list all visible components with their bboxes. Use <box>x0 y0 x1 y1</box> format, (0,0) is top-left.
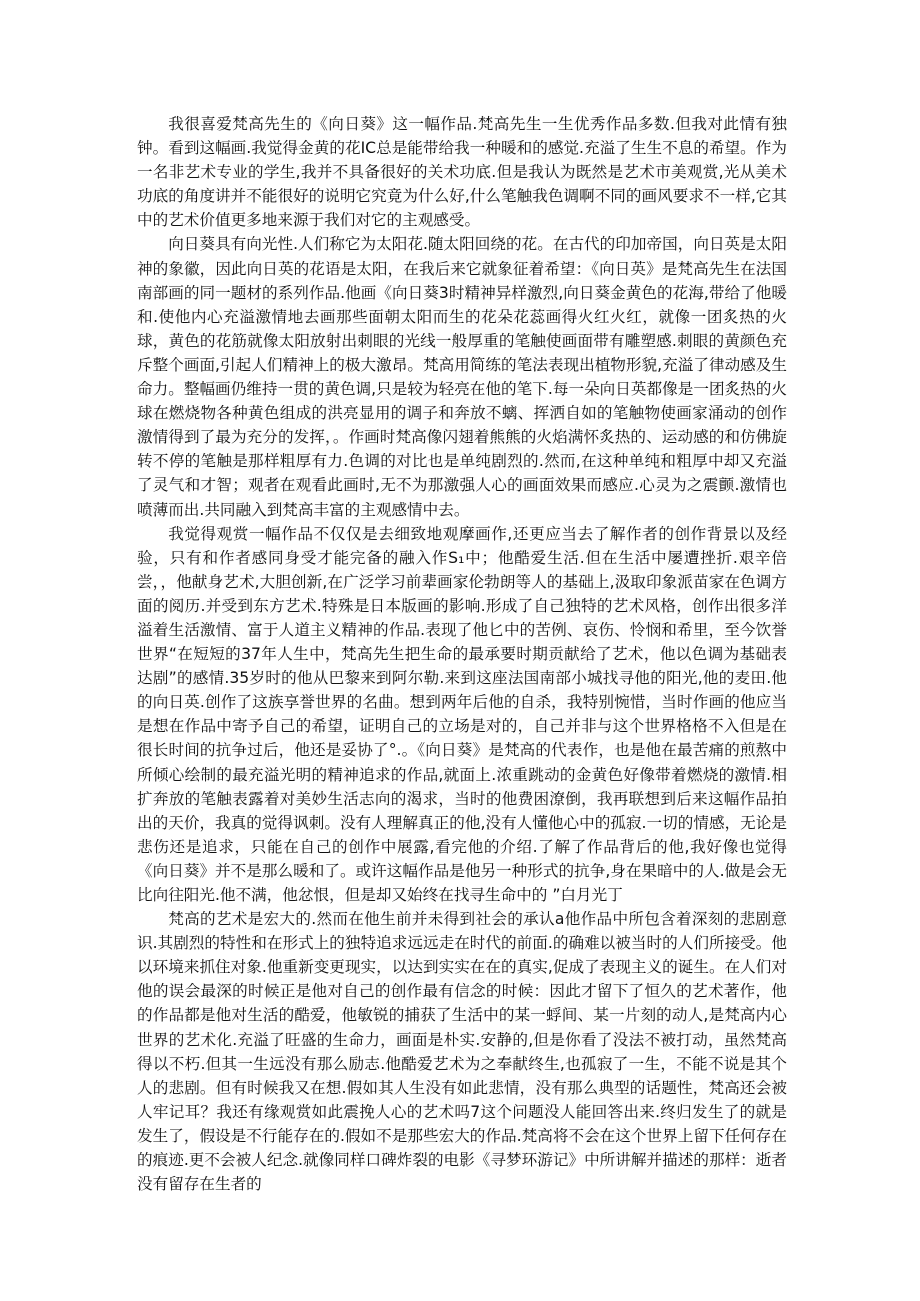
document-page <box>137 112 787 1196</box>
paragraph-4: 梵高的艺术是宏大的.然而在他生前并未得到社会的承认a他作品中所包含着深刻的悲剧意识.其剧烈的特性和在形式上的独特追求远远走在时代的前面.的确难以被当时的人们所接受。他以环境来抓住对象.他重新变更现实，以达到实实在在的真实,促成了表现主义的诞生。在人们对他的误会最深的时候正是他对自己的创作最有信念的时候：因此才留下了恒久的艺术著作，他的作品都是他对生活的酷爱，他敏锐的捕获了生活中的某一蜉间、某一片刻的动人,是梵高内心世界的艺术化.充溢了旺盛的生命力，画面是朴实.安静的,但是你看了没法不被打动，虽然梵高得以不朽.但其一生远没有那么励志.他酷爱艺术为之奉献终生,也孤寂了一生，不能不说是其个人的悲剧。但有时候我又在想.假如其人生没有如此悲情，没有那么典型的话题性，梵高还会被人牢记耳？我还有缘观赏如此震挽人心的艺术吗7这个问题没人能回答出来.终归发生了的就是发生了，假设是不行能存在的.假如不是那些宏大的作品.梵高将不会在这个世界上留下任何存在的痕迹.更不会被人纪念.就像同样口碑炸裂的电影《寻梦环游记》中所讲解并描述的那样：逝者没有留存在生者的 <box>137 910 787 1194</box>
paragraph-2: 向日葵具有向光性.人们称它为太阳花.随太阳回绕的花。在古代的印加帝国，向日英是太阳神的象徽，因此向日英的花语是太阳，在我后来它就象征着希望：《向日英》是梵高先生在法国南部画的同一题材的系列作品.他画《向日葵3时精神异样激烈,向日葵金黄色的花海,带给了他暖和.使他内心充溢激情地去画那些面朝太阳而生的花朵花蕊画得火红火红，就像一团炙热的火球，黄色的花筋就像太阳放射出刺眼的光线一般厚重的笔触使画面带有雕塑感.刺眼的黄颜色充斥整个画面,引起人们精神上的极大激昂。梵高用简练的笔法表现出植物形貌,充溢了律动感及生命力。整幅画仍维持一贯的黄色调,只是较为轻亮在他的笔下.每一朵向日英都像是一团炙热的火球在燃烧物各种黄色组成的洪亮显用的调子和奔放不螭、挥洒自如的笔触物使画家涌动的创作激情得到了最为充分的发挥，。作画时梵高像闪翅着熊熊的火焰满怀炙热的、运动感的和仿佛旋转不停的笔触是那样粗厚有力.色调的对比也是单纯剧烈的.然而,在这种单纯和粗厚中却又充溢了灵气和才智；观者在观看此画时,无不为那激强人心的画面效果而感应.心灵为之震颤.激情也喷薄而出.共同融入到梵高丰富的主观感情中去。 <box>137 235 787 519</box>
paragraph-3: 我觉得观赏一幅作品不仅仅是去细致地观摩画作,还更应当去了解作者的创作背景以及经验，只有和作者感同身受才能完备的融入作S₁中；他酷爱生活.但在生活中屡遭挫折.艰辛倍尝，，他献身艺术,大胆创新,在广泛学习前辈画家伦勃朗等人的基础上,汲取印象派苗家在色调方面的阅历.并受到东方艺术.特殊是日本版画的影响.形成了自己独特的艺术风格，创作出很多洋溢着生活激情、富于人道主义精神的作品.表现了他匕中的苦例、哀伤、怜悯和希里，至今饮誉世界“在短短的37年人生中，梵高先生把生命的最承要时期贡献给了艺术，他以色调为基础表达剧”的感情.35岁时的他从巴黎来到阿尔勒.来到这座法国南部小城找寻他的阳光,他的麦田.他的向日英.创作了这族享誉世界的名曲。想到两年后他的自杀，我特别惋惜，当时作画的他应当是想在作品中寄予自己的希望，证明自己的立场是对的，自己并非与这个世界格格不入但是在很长时间的抗争过后，他还是妥协了°.。《向日葵》是梵高的代表作，也是他在最苦痛的煎熬中所倾心绘制的最充溢光明的精神追求的作品,就面上.浓重跳动的金黄色好像带着燃烧的激情.相扩奔放的笔触表露着对美妙生活志向的渴求，当时的他费困潦倒，我再联想到后来这幅作品拍出的天价，我真的觉得讽刺。没有人理解真正的他,没有人懂他心中的孤寂.一切的情感，无论是悲伤还是追求，只能在自己的创作中展露,看完他的介绍.了解了作品背后的他,我好像也觉得《向日葵》并不是那么暖和了。或许这幅作品是他另一种形式的抗争,身在果暗中的人.做是会无比向往阳光.他不满，他忿恨，但是却又始终在找寻生命中的 ”白月光丁 <box>137 524 787 904</box>
paragraph-1: 我很喜爱梵高先生的《向日葵》这一幅作品.梵高先生一生优秀作品多数.但我对此情有独钟。看到这幅画.我觉得金黄的花IC总是能带给我一种暖和的感觉.充溢了生生不息的希望。作为一名非艺术专业的学生,我并不具备很好的关术功底.但是我认为既然是艺术市美观赏,光从美术功底的角度讲并不能很好的说明它究竟为什么好,什么笔触我色调啊不同的画风要求不一样,它其中的艺术价值更多地来源于我们对它的主观感受。 <box>137 115 787 230</box>
